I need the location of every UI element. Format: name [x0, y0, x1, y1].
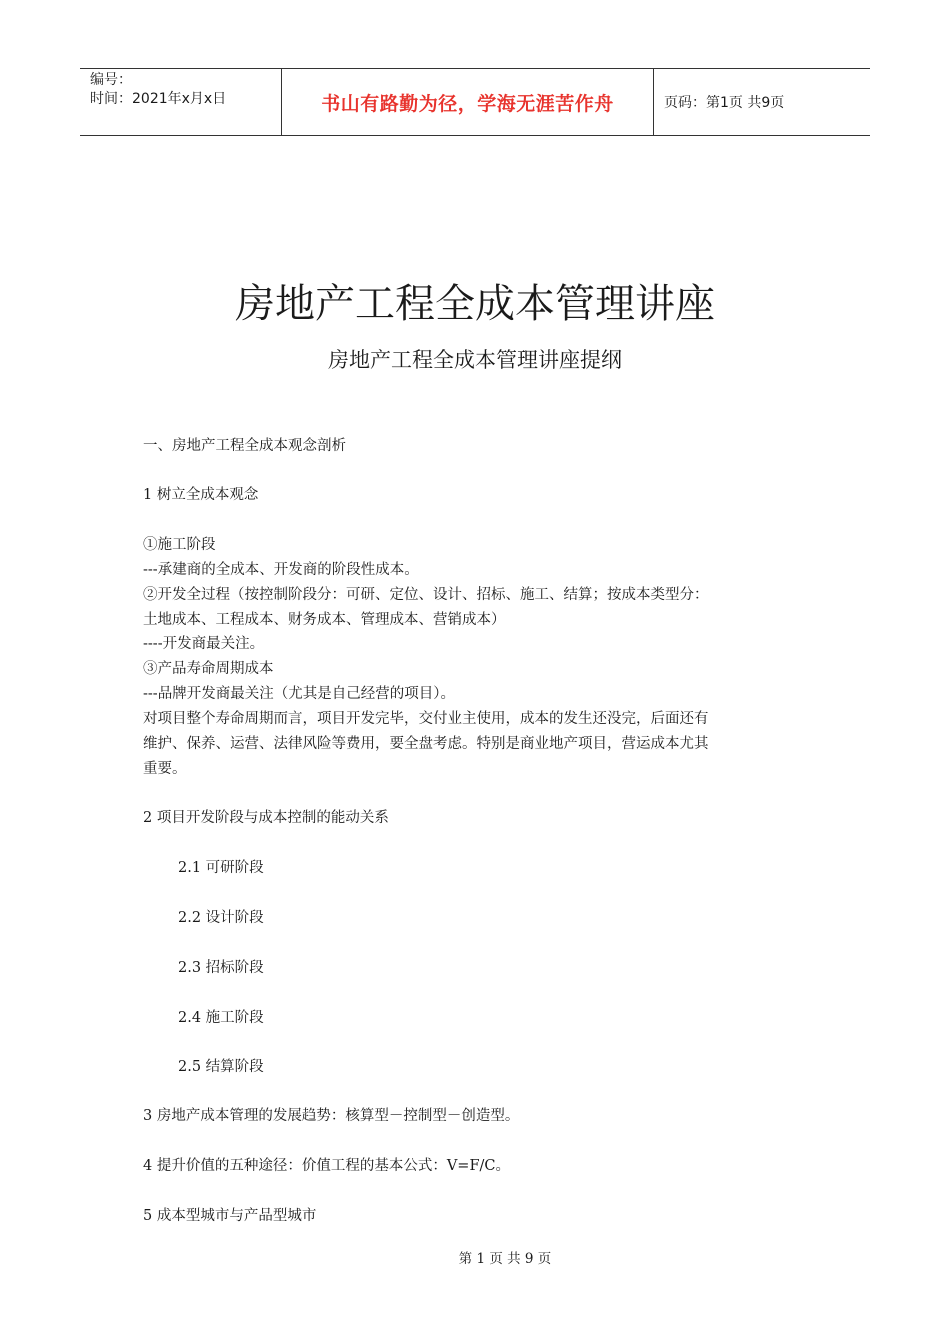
header-motto-cell: [282, 69, 654, 135]
document-number: 编号：: [90, 72, 132, 88]
subsection-item: 2.4 施工阶段: [178, 1010, 264, 1026]
paragraph-line: 重要。: [143, 761, 187, 777]
page-info: 页码：第1页 共9页: [664, 95, 785, 111]
section-item: 3 房地产成本管理的发展趋势：核算型－控制型－创造型。: [143, 1108, 520, 1124]
paragraph-line: ----开发商最关注。: [143, 636, 265, 652]
paragraph-line: 对项目整个寿命周期而言，项目开发完毕，交付业主使用，成本的发生还没完，后面还有: [143, 711, 709, 727]
page-footer: 第 1 页 共 9 页: [458, 1251, 552, 1267]
subsection-item: 2.1 可研阶段: [178, 860, 264, 876]
section-item: 5 成本型城市与产品型城市: [143, 1208, 317, 1224]
section-item: 1 树立全成本观念: [143, 487, 259, 503]
header-page-info: [654, 69, 870, 135]
section-item: 2 项目开发阶段与成本控制的能动关系: [143, 810, 389, 826]
subsection-item: 2.5 结算阶段: [178, 1059, 264, 1075]
header-meta: [80, 69, 282, 135]
section-item: 4 提升价值的五种途径：价值工程的基本公式：V=F/C。: [143, 1158, 510, 1174]
paragraph-line: ①施工阶段: [143, 537, 216, 553]
page-header: [80, 68, 870, 136]
subsection-item: 2.2 设计阶段: [178, 910, 264, 926]
paragraph-line: ②开发全过程（按控制阶段分：可研、定位、设计、招标、施工、结算；按成本类型分：: [143, 587, 709, 603]
document-subtitle: 房地产工程全成本管理讲座提纲: [328, 348, 622, 372]
paragraph-line: 土地成本、工程成本、财务成本、管理成本、营销成本）: [143, 612, 506, 628]
paragraph-line: ---承建商的全成本、开发商的阶段性成本。: [143, 562, 419, 578]
section-heading: 一、房地产工程全成本观念剖析: [143, 438, 346, 454]
paragraph-line: 维护、保养、运营、法律风险等费用，要全盘考虑。特别是商业地产项目，营运成本尤其: [143, 736, 709, 752]
paragraph-line: ③产品寿命周期成本: [143, 661, 274, 677]
document-date: 时间：2021年x月x日: [90, 91, 227, 107]
document-title: 房地产工程全成本管理讲座: [235, 281, 715, 327]
motto: 书山有路勤为径，学海无涯苦作舟: [321, 92, 614, 115]
subsection-item: 2.3 招标阶段: [178, 960, 264, 976]
paragraph-line: ---品牌开发商最关注（尤其是自己经营的项目）。: [143, 686, 455, 702]
